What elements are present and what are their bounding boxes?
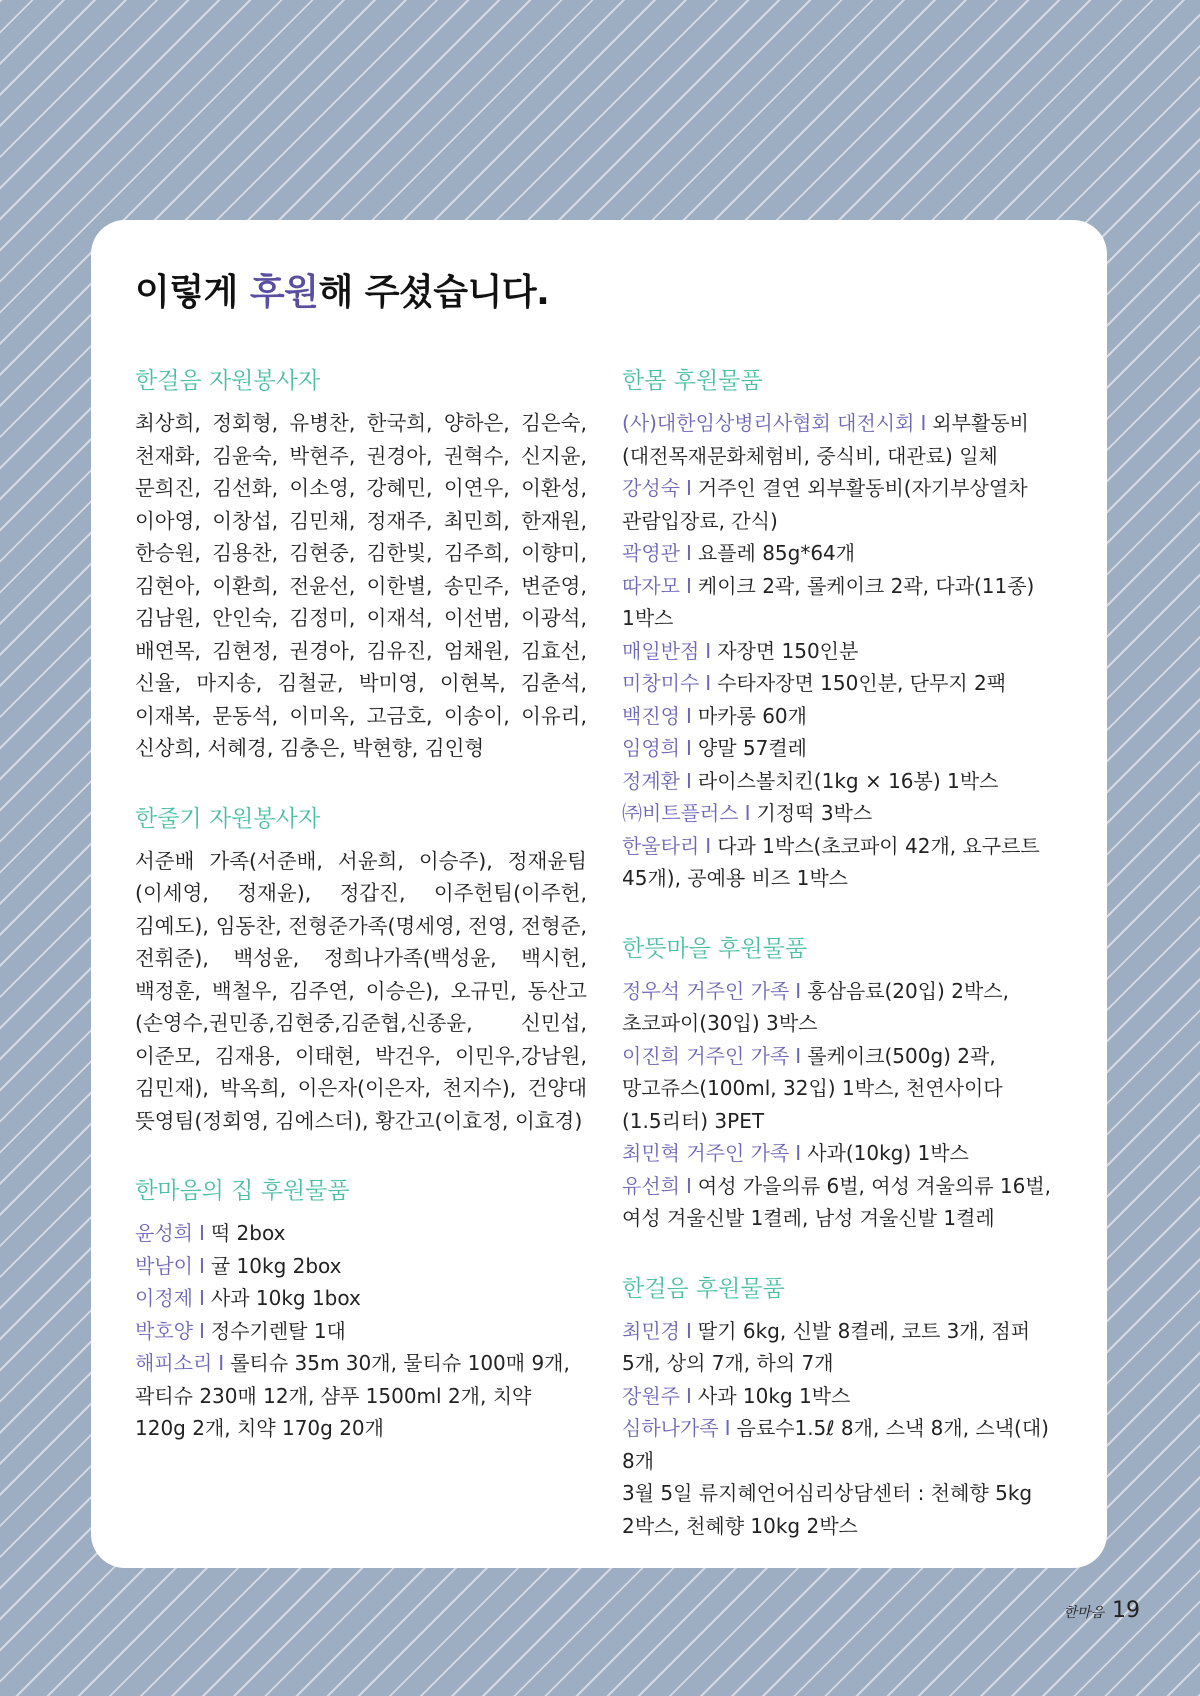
donation-entry bbox=[135, 1282, 587, 1315]
right-column bbox=[622, 365, 1074, 1580]
donation-items: 케이크 2곽, 롤케이크 2곽, 다과(11종) 1박스 bbox=[622, 573, 1035, 630]
donor-name: ㈜비트플러스 bbox=[622, 801, 739, 825]
donation-entry bbox=[622, 1137, 1074, 1170]
section-hangeoleum-volunteers bbox=[135, 365, 587, 765]
donor-name: 박호양 bbox=[135, 1318, 193, 1343]
page-number: 19 bbox=[1112, 1598, 1140, 1623]
donation-entry bbox=[622, 407, 1074, 472]
donor-name: 미창미수 bbox=[622, 671, 700, 695]
section-heading: 한뜻마을 후원물품 bbox=[622, 935, 808, 962]
separator: I bbox=[744, 801, 751, 825]
donor-name: 윤성희 bbox=[135, 1221, 193, 1245]
donation-items: 사과 10kg 1박스 bbox=[697, 1383, 851, 1408]
section-heading: 한마음의 집 후원물품 bbox=[135, 1178, 350, 1204]
donation-items: 정수기렌탈 1대 bbox=[210, 1318, 346, 1343]
donor-name: 정계환 bbox=[622, 768, 680, 793]
separator: I bbox=[795, 978, 802, 1003]
separator: I bbox=[920, 411, 927, 435]
separator: I bbox=[795, 1043, 802, 1068]
title-pre: 이렇게 bbox=[135, 272, 250, 313]
donor-name: 이진희 거주인 가족 bbox=[622, 1043, 790, 1068]
donation-items: 음료수1.5ℓ 8개, 스낵 8개, 스낵(대) 8개 bbox=[622, 1416, 1049, 1473]
donor-name: 장원주 bbox=[622, 1383, 680, 1408]
page-footer bbox=[1063, 1598, 1140, 1623]
donor-name: 정우석 거주인 가족 bbox=[622, 978, 790, 1003]
donation-entry bbox=[622, 1380, 1074, 1413]
donation-items: 3월 5일 류지혜언어심리상담센터 : 천혜향 5kg 2박스, 천혜향 10kg 2박스 bbox=[622, 1481, 1033, 1538]
donor-name: 한울타리 bbox=[622, 833, 700, 858]
donation-entry bbox=[622, 635, 1074, 668]
donation-items: 여성 가을의류 6벌, 여성 겨울의류 16벌, 여성 겨울신발 1켤레, 남성 겨울신발 1켤레 bbox=[622, 1173, 1052, 1230]
donation-entry bbox=[135, 1315, 587, 1348]
donation-items: 요플레 85g*64개 bbox=[697, 541, 856, 565]
donation-entry bbox=[622, 537, 1074, 570]
separator: I bbox=[685, 476, 692, 500]
donation-entry bbox=[622, 830, 1074, 895]
donation-entry bbox=[622, 797, 1074, 830]
separator: I bbox=[705, 638, 712, 663]
donation-items: 양말 57켤레 bbox=[697, 736, 807, 760]
donor-name: 심하나가족 bbox=[622, 1416, 719, 1440]
magazine-logo: 한마음 bbox=[1063, 1605, 1104, 1621]
section-hanjulgi-volunteers bbox=[135, 803, 587, 1138]
donor-name: 곽영관 bbox=[622, 541, 680, 565]
donation-items: 자장면 150인분 bbox=[717, 638, 859, 663]
donor-name: 따자모 bbox=[622, 573, 680, 598]
donation-items: 마카롱 60개 bbox=[697, 703, 807, 728]
left-column bbox=[135, 365, 587, 1483]
section-heading: 한걸음 자원봉사자 bbox=[135, 368, 321, 394]
separator: I bbox=[685, 736, 692, 760]
section-heading: 한줄기 자원봉사자 bbox=[135, 805, 321, 832]
donation-entry bbox=[622, 1170, 1074, 1235]
donation-entry bbox=[135, 1347, 587, 1445]
section-hanmom-donations bbox=[622, 365, 1074, 895]
donation-items: 다과 1박스(초코파이 42개, 요구르트 45개), 공예용 비즈 1박스 bbox=[622, 833, 1040, 890]
donation-items: 외부활동비(대전목재문화체험비, 중식비, 대관료) 일체 bbox=[622, 411, 1029, 468]
section-heading: 한걸음 후원물품 bbox=[622, 1275, 785, 1302]
donation-entry bbox=[135, 1250, 587, 1283]
donor-name: 박남이 bbox=[135, 1253, 193, 1278]
donation-entry bbox=[135, 1217, 587, 1250]
donor-name: 유선희 bbox=[622, 1173, 680, 1198]
donation-items: 롤케이크(500g) 2곽, 망고쥬스(100ml, 32입) 1박스, 천연사이다(1.5리터) 3PET bbox=[622, 1043, 1003, 1133]
donation-items: 수타자장면 150인분, 단무지 2팩 bbox=[717, 671, 1007, 695]
separator: I bbox=[198, 1318, 205, 1343]
donation-entry bbox=[622, 667, 1074, 700]
donation-entry bbox=[622, 472, 1074, 537]
donation-entry bbox=[622, 1315, 1074, 1380]
donation-items: 사과(10kg) 1박스 bbox=[807, 1141, 969, 1165]
volunteer-list: 최상희, 정회형, 유병찬, 한국희, 양하은, 김은숙, 천재화, 김윤숙, 박현주, 권경아, 권혁수, 신지윤, 문희진, 김선화, 이소영, 강혜민, 이연우, 이환성, 이아영, 이창섭, 김민채, 정재주, 최민희, 한재원, 한승원, 김용찬, 김현중, 김한빛, 김주희, 이향미, 김현아, 이환희, 전윤선, 이한별, 송민주, 변준영, 김남원, 안인숙, 김정미, 이재석, 이선범, 이광석, 배연목, 김현정, 권경아, 김유진, 엄채원, 김효선, 신율, 마지송, 김철균, 박미영, 이현복, 김춘석, 이재복, 문동석, 이미옥, 고금호, 이송이, 이유리, 신상희, 서혜경, 김충은, 박현향, 김인형 bbox=[135, 411, 587, 760]
separator: I bbox=[705, 833, 712, 858]
donation-entry bbox=[622, 975, 1074, 1040]
donor-name: 임영희 bbox=[622, 736, 680, 760]
donor-name: 이정제 bbox=[135, 1286, 193, 1310]
donor-name: 강성숙 bbox=[622, 476, 680, 500]
donation-items: 떡 2box bbox=[210, 1221, 286, 1245]
donor-name: 최민경 bbox=[622, 1318, 680, 1343]
separator: I bbox=[685, 1383, 692, 1408]
donation-items: 롤티슈 35m 30개, 물티슈 100매 9개, 곽티슈 230매 12개, 샴푸 1500ml 2개, 치약 120g 2개, 치약 170g 20개 bbox=[135, 1351, 570, 1440]
volunteer-list: 서준배 가족(서준배, 서윤희, 이승주), 정재윤팀(이세영, 정재윤), 정갑진, 이주헌팀(이주헌, 김예도), 임동찬, 전형준가족(명세영, 전영, 전형준, 전휘준), 백성윤, 정희나가족(백성윤, 백시헌, 백정훈, 백철우, 김주연, 이승은), 오규민, 동산고(손영수,권민종,김현중,김준협,신종윤, 신민섭, 이준모, 김재용, 이태현, 박건우, 이민우,강남원,김민재), 박옥희, 이은자(이은자, 천지수), 건양대 뜻영팀(정회영, 김에스더), 황간고(이효정, 이효경) bbox=[135, 848, 587, 1133]
title-post: 해 주셨습니다. bbox=[318, 272, 550, 313]
separator: I bbox=[795, 1141, 802, 1165]
separator: I bbox=[685, 1318, 692, 1343]
donation-items: 라이스볼치킨(1kg × 16봉) 1박스 bbox=[697, 768, 999, 793]
donor-name: (사)대한임상병리사협회 대전시회 bbox=[622, 411, 915, 435]
donation-items: 기정떡 3박스 bbox=[756, 801, 873, 825]
donation-items: 거주인 결연 외부활동비(자기부상열차 관람입장료, 간식) bbox=[622, 476, 1028, 533]
separator: I bbox=[685, 768, 692, 793]
donation-entry bbox=[622, 700, 1074, 733]
separator: I bbox=[685, 1173, 692, 1198]
separator: I bbox=[685, 573, 692, 598]
donor-name: 매일반점 bbox=[622, 638, 700, 663]
separator: I bbox=[198, 1253, 205, 1278]
donor-name: 해피소리 bbox=[135, 1351, 213, 1375]
donation-entry bbox=[622, 1040, 1074, 1138]
separator: I bbox=[685, 703, 692, 728]
title-accent: 후원 bbox=[249, 272, 319, 313]
donation-entry bbox=[622, 1477, 1074, 1542]
donor-name: 백진영 bbox=[622, 703, 680, 728]
content-card bbox=[91, 220, 1107, 1568]
separator: I bbox=[198, 1286, 205, 1310]
donation-items: 홍삼음료(20입) 2박스, 초코파이(30입) 3박스 bbox=[622, 978, 1009, 1035]
donation-entry bbox=[622, 765, 1074, 798]
page-title bbox=[135, 264, 549, 315]
donation-items: 사과 10kg 1box bbox=[210, 1286, 361, 1310]
section-heading: 한몸 후원물품 bbox=[622, 368, 763, 394]
separator: I bbox=[218, 1351, 225, 1375]
separator: I bbox=[724, 1416, 731, 1440]
donation-entry bbox=[622, 1412, 1074, 1477]
separator: I bbox=[685, 541, 692, 565]
separator: I bbox=[705, 671, 712, 695]
donor-name: 최민혁 거주인 가족 bbox=[622, 1141, 790, 1165]
donation-items: 딸기 6kg, 신발 8켤레, 코트 3개, 점퍼 5개, 상의 7개, 하의 7개 bbox=[622, 1318, 1031, 1375]
separator: I bbox=[198, 1221, 205, 1245]
donation-entry bbox=[622, 732, 1074, 765]
donation-entry bbox=[622, 570, 1074, 635]
section-hangeoleum-donations bbox=[622, 1273, 1074, 1543]
donation-items: 귤 10kg 2box bbox=[210, 1253, 342, 1278]
section-hanmaeum-house-donations bbox=[135, 1175, 587, 1445]
section-hantteut-village-donations bbox=[622, 933, 1074, 1235]
